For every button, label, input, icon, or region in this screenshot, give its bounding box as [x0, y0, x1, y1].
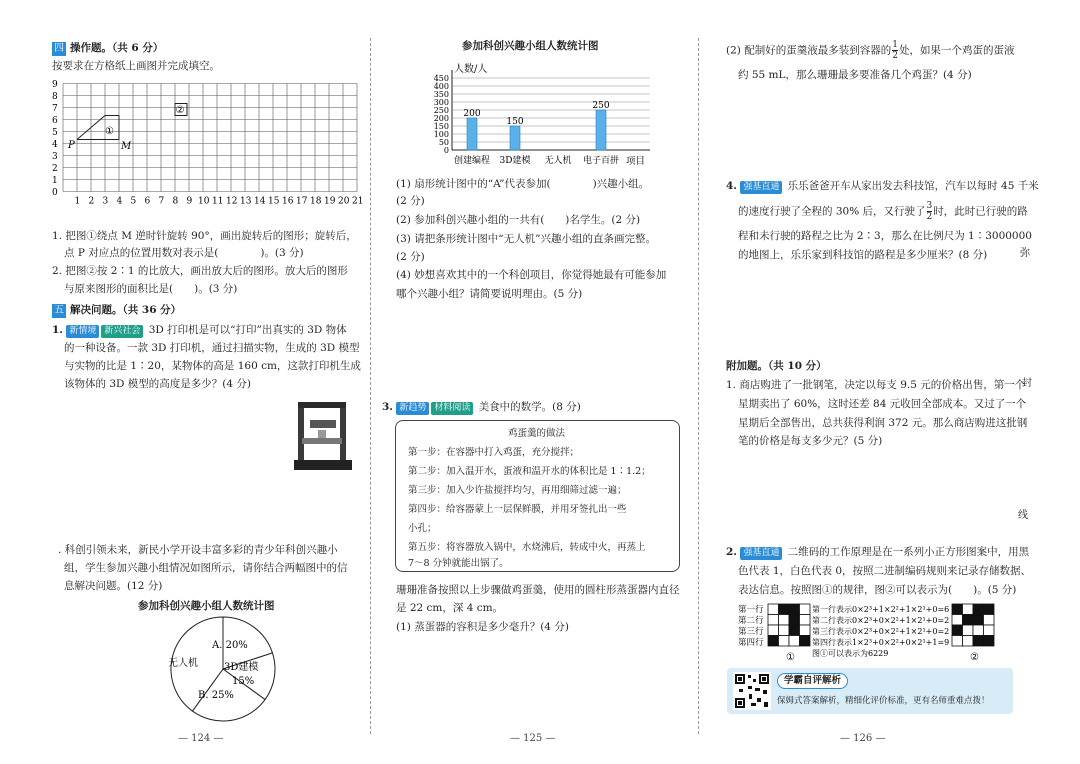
qr-grid-2 — [952, 604, 994, 646]
problem-4-line3: 程和未行驶的路程之比为 2∶3，那么在比例尺为 1∶3000000 — [738, 230, 1032, 242]
grid-x-labels — [75, 197, 364, 207]
qr-formula-3: 第三行表示0×2³+0×2²+1×2¹+0=2 — [812, 627, 950, 636]
section-4-title: 操作题。（共 6 分） — [70, 42, 164, 54]
grid-x-tick: 3 — [102, 196, 109, 207]
grid-x-tick: 6 — [144, 196, 151, 207]
qr-cell — [963, 636, 974, 647]
p3-q2-text-a: (2) 配制好的蛋羹液最多装到容器的 — [726, 44, 892, 57]
qr-caption: 图①可以表示为6229 — [812, 649, 889, 658]
page-number-126: — 126 — — [840, 733, 886, 744]
qr-row-label-4: 第四行 — [738, 638, 764, 648]
extra-q2-line3: 表达信息。按照图①的规律，图②可以表示为( )。(5 分) — [738, 584, 1017, 596]
section-5-number: 五 — [54, 305, 64, 316]
recipe-step-5: 第五步：将容器放入锅中，水烧沸后，转成中火，再蒸上 — [408, 542, 646, 553]
binding-mark-1: 弥 — [1020, 248, 1030, 259]
qr-code-figure — [738, 602, 1018, 664]
problem-3-number: 3. — [382, 401, 393, 413]
bar-categories — [454, 154, 619, 166]
bar-value-label: 150 — [506, 117, 524, 127]
qr-cell — [768, 615, 779, 626]
qr-cell — [984, 615, 995, 626]
qr-code-icon[interactable] — [733, 672, 771, 710]
recipe-step-2: 第二步：加入温开水，蛋液和温开水的体积比是 1∶1.2； — [408, 466, 651, 477]
extra-q2-number: 2. — [726, 546, 737, 558]
bar-y-tick: 350 — [433, 90, 449, 99]
page-number-124: — 124 — — [178, 733, 224, 744]
qr-cell — [789, 604, 800, 615]
problem-4-text-b2: 时，此时已行驶的路 — [933, 205, 1028, 218]
problem-4-line1 — [726, 176, 1039, 196]
bar-y-tick: 200 — [433, 114, 449, 123]
fraction-numerator: 1 — [892, 40, 898, 50]
qr-formula-1: 第一行表示0×2³+1×2²+1×2¹+0=6 — [812, 605, 950, 614]
grid-x-tick: 4 — [116, 196, 123, 207]
banner-text: 保姆式答案解析，精细化评价标准，更有名师重难点拨！ — [777, 696, 990, 706]
qr-cell — [800, 604, 811, 615]
grid-x-tick: 12 — [226, 196, 238, 207]
bar-value-label: 200 — [463, 109, 481, 119]
stat-q4-line2: 哪个兴趣小组？请简要说明理由。(5 分) — [396, 288, 583, 300]
extra-q2-text-a: 二维码的工作原理是在一系列小正方形图案中，用黑 — [787, 546, 1030, 558]
tag-new-situation: 新情境 — [66, 325, 99, 338]
extra-q1-line4: 笔的价格是每支多少元？(5 分) — [738, 435, 883, 447]
pie-label-a: A. 20% — [212, 640, 248, 651]
section-5-title: 解决问题。（共 36 分） — [70, 304, 182, 316]
qr-cell — [768, 625, 779, 636]
problem-3-text-1: 珊珊准备按照以上步骤做鸡蛋羹，使用的圆柱形蒸蛋器内直径 — [396, 584, 680, 596]
qr-cell — [789, 636, 800, 647]
section-4-number: 四 — [54, 43, 64, 54]
pie-label-b: B. 25% — [198, 690, 234, 701]
qr-formula-4: 第四行表示1×2³+0×2²+0×2¹+1=9 — [812, 638, 950, 647]
grid-y-tick: 8 — [52, 92, 58, 102]
qr-cell — [952, 615, 963, 626]
grid-x-tick: 2 — [88, 196, 95, 207]
tag-material-reading: 材料阅读 — [431, 402, 473, 415]
qr-cell — [984, 604, 995, 615]
bar-value-label: 250 — [592, 101, 610, 111]
grid-y-tick: 4 — [52, 140, 58, 150]
label-figure-2: ② — [175, 105, 185, 116]
grid-y-tick: 3 — [52, 152, 58, 162]
binding-mark-3: 线 — [1018, 510, 1028, 521]
qr-cell — [973, 604, 984, 615]
banner-title: 学霸自评解析 — [777, 673, 848, 689]
grid-x-tick: 10 — [198, 196, 210, 207]
bar — [596, 110, 606, 150]
problem-3-text-2: 是 22 cm，深 4 cm。 — [396, 602, 504, 614]
problem-1-line2: 的一种设备。一款 3D 打印机，通过扫描实物，生成的 3D 模型 — [64, 342, 360, 354]
qr-cell — [789, 625, 800, 636]
problem-2-line1: . 科创引领未来，新民小学开设丰富多彩的青少年科创兴趣小 — [58, 544, 338, 556]
bar-chart-title: 参加科创兴趣小组人数统计图 — [462, 40, 599, 52]
bar-series — [463, 101, 609, 150]
extra-q1-line1: 1. 商店购进了一批钢笔，决定以每支 9.5 元的价格出售，第一个 — [726, 379, 1026, 391]
3d-printer-illustration — [290, 398, 362, 472]
problem-1-line1: 1. 新情境 新兴社会 3D 打印机是可以“打印”出真实的 3D 物体 — [52, 324, 347, 336]
grid-x-tick: 18 — [310, 196, 322, 207]
grid-x-tick: 11 — [212, 196, 224, 207]
problem-4-line2 — [738, 201, 1028, 222]
grid-x-tick: 17 — [296, 196, 308, 207]
recipe-box — [395, 420, 680, 572]
problem-3-heading — [382, 397, 581, 417]
page-divider-left — [370, 38, 371, 734]
problem-1-text-a: 3D 打印机是可以“打印”出真实的 3D 物体 — [148, 324, 347, 336]
qr-cell — [952, 625, 963, 636]
bar-y-tick: 400 — [433, 82, 449, 91]
grid-y-tick: 6 — [52, 116, 58, 126]
pie-label-drone: 无人机 — [168, 658, 198, 669]
problem-4-line4: 的地图上，乐乐家到科技馆的路程是多少厘米？(8 分) — [738, 249, 988, 261]
grid-y-tick: 7 — [52, 104, 58, 114]
section-4-instruction: 按要求在方格纸上画图并完成填空。 — [52, 60, 220, 72]
grid-x-tick: 9 — [186, 196, 193, 207]
tag-new-trend: 新趋势 — [396, 402, 429, 415]
qr-cell — [789, 615, 800, 626]
stat-q3-score: (2 分) — [396, 251, 425, 263]
op-q1-line2: 点 P 对应点的位置用数对表示是( )。(3 分) — [64, 247, 304, 259]
op-q2-line2: 与原来图形的面积比是( )。(3 分) — [64, 283, 238, 295]
recipe-title: 鸡蛋羹的做法 — [508, 428, 566, 439]
stat-q2: (2) 参加科创兴趣小组的一共有( )名学生。(2 分) — [396, 214, 641, 226]
qr-cell — [973, 636, 984, 647]
qr-grid-1 — [768, 604, 810, 646]
tag-strong-base-2: 强基直通 — [740, 547, 782, 560]
pie-label-3d-pct: 15% — [232, 676, 255, 687]
fraction-denominator: 2 — [892, 51, 898, 61]
bar-y-tick: 300 — [433, 98, 449, 107]
problem-4-text-b1: 的速度行驶了全程的 30% 后，又行驶了 — [738, 205, 926, 218]
qr-cell — [800, 636, 811, 647]
pie-chart-title: 参加科创兴趣小组人数统计图 — [138, 600, 275, 612]
grid-lines — [63, 84, 357, 192]
problem-4-text-a: 乐乐爸爸开车从家出发去科技馆，汽车以每时 45 千米 — [787, 180, 1039, 192]
problem-4-number: 4. — [726, 180, 737, 192]
bar-x-axis-label: 项目 — [626, 156, 646, 167]
p3-q2-line2: 约 55 mL，那么珊珊最多要准备几个鸡蛋？(4 分) — [738, 69, 972, 81]
bar-y-tick: 50 — [438, 138, 449, 147]
bar-category-label: 3D建模 — [499, 156, 531, 166]
qr-row-label-3: 第三行 — [738, 627, 764, 637]
grid-y-labels — [52, 80, 58, 198]
pie-label-3d: 3D建模 — [224, 662, 259, 673]
fraction-denominator: 2 — [926, 212, 933, 222]
op-q2-line1: 2. 把图②按 2∶1 的比放大，画出放大后的图形。放大后的图形 — [52, 265, 348, 277]
stat-q1: (1) 扇形统计图中的“A”代表参加( )兴趣小组。 — [396, 178, 650, 190]
grid-y-tick: 5 — [52, 128, 58, 138]
bar-y-axis-label: 人数/人 — [454, 64, 488, 75]
recipe-step-4b: 小孔； — [408, 523, 437, 534]
grid-y-tick: 1 — [52, 176, 58, 186]
extra-q2-line1 — [726, 542, 1029, 562]
problem-3-q1: (1) 蒸蛋器的容积是多少毫升？(4 分) — [396, 621, 569, 633]
label-P: P — [68, 140, 75, 151]
problem-3-title: 美食中的数学。(8 分) — [478, 401, 581, 413]
grid-x-tick: 21 — [352, 196, 364, 207]
bar-category-label: 创建编程 — [453, 156, 491, 166]
bar — [467, 118, 477, 150]
bar-y-ticks — [434, 74, 449, 155]
recipe-step-5b: 7～8 分钟就能出锅了。 — [408, 558, 509, 569]
problem-1-line4: 该物体的 3D 模型的高度是多少？(4 分) — [64, 378, 251, 390]
bar — [510, 126, 520, 150]
bar-y-tick: 0 — [443, 146, 449, 155]
qr-cell — [963, 625, 974, 636]
problem-2-line2: 组，学生参加兴趣小组情况如图所示，请你结合两幅图中的信 — [64, 562, 348, 574]
p3-q2-line1 — [726, 40, 1014, 61]
problem-1-line3: 与实物的比是 1∶20，某物体的高是 160 cm，这款打印机生成 — [64, 360, 361, 372]
qr-cell — [779, 636, 790, 647]
grid-x-tick: 13 — [240, 196, 252, 207]
grid-x-tick: 19 — [324, 196, 336, 207]
fraction-three-halves — [927, 201, 933, 222]
grid-y-tick: 0 — [52, 188, 58, 198]
grid-x-tick: 16 — [282, 196, 294, 207]
stat-q3: (3) 请把条形统计图中“无人机”兴趣小组的直条画完整。 — [396, 233, 656, 245]
qr-cell — [984, 636, 995, 647]
fraction-one-half — [892, 40, 898, 61]
extra-q1-line2: 星期卖出了 60%，这时还差 84 元收回全部成本。又过了一个 — [738, 398, 1027, 410]
extra-section-title: 附加题。（共 10 分） — [726, 360, 827, 372]
qr-cell — [952, 636, 963, 647]
op-q1-line1: 1. 把图①绕点 M 逆时针旋转 90°，画出旋转后的图形；旋转后， — [52, 230, 357, 242]
recipe-step-1: 第一步：在容器中打入鸡蛋，充分搅拌； — [408, 447, 580, 458]
section-5-heading — [52, 300, 181, 320]
qr-cell — [779, 604, 790, 615]
qr-label-1: ① — [786, 652, 795, 663]
label-M: M — [121, 141, 132, 152]
qr-cell — [800, 615, 811, 626]
stat-q4-line1: (4) 妙想喜欢其中的一个科创项目，你觉得她最有可能参加 — [396, 269, 667, 281]
bar-category-label: 电子百拼 — [582, 156, 620, 166]
qr-cell — [963, 615, 974, 626]
qr-cell — [768, 604, 779, 615]
pie-slices — [171, 617, 275, 721]
qr-cell — [779, 625, 790, 636]
pie-chart — [168, 614, 278, 724]
extra-q2-line2: 色代表 1，白色代表 0，按照二进制编码规则来记录存储数据、 — [738, 565, 1032, 577]
bar-y-tick: 250 — [433, 106, 449, 115]
problem-2-line3: 息解决问题。(12 分) — [64, 580, 163, 592]
label-figure-1: ① — [105, 126, 114, 137]
qr-label-2: ② — [970, 652, 979, 663]
page-divider-right — [698, 38, 699, 734]
grid-x-tick: 5 — [130, 196, 137, 207]
extra-q1-line3: 星期后全部售出，总共获得利润 372 元。那么商店购进这批钢 — [738, 417, 1028, 429]
bar-y-tick: 100 — [433, 130, 449, 139]
qr-row-label-2: 第二行 — [738, 616, 764, 626]
recipe-step-4: 第四步：给容器蒙上一层保鲜膜，并用牙签扎出一些 — [408, 504, 627, 515]
qr-formula-2: 第二行表示0×2³+0×2²+1×2¹+0=2 — [812, 616, 950, 625]
grid-paper — [48, 78, 364, 220]
qr-row-label-1: 第一行 — [738, 605, 764, 615]
qr-cell — [973, 615, 984, 626]
qr-cell — [779, 615, 790, 626]
bar-y-tick: 150 — [433, 122, 449, 131]
binding-mark-2: 封 — [1022, 378, 1032, 389]
p3-q2-text-b: 处，如果一个鸡蛋的蛋液 — [898, 44, 1015, 57]
bar-category-label: 无人机 — [544, 156, 572, 166]
qr-cell — [768, 636, 779, 647]
fraction-numerator: 3 — [926, 201, 933, 211]
qr-cell — [984, 625, 995, 636]
page-number-125: — 125 — — [510, 733, 556, 744]
tag-strong-base: 强基直通 — [740, 181, 782, 194]
grid-x-tick: 8 — [172, 196, 179, 207]
grid-x-tick: 15 — [268, 196, 280, 207]
grid-x-tick: 20 — [338, 196, 350, 207]
grid-x-tick: 1 — [74, 196, 81, 207]
grid-x-tick: 14 — [254, 196, 266, 207]
bar-grid-lines — [452, 70, 650, 150]
bar-y-tick: 450 — [433, 74, 449, 83]
self-eval-banner — [727, 668, 1013, 714]
tag-new-society: 新兴社会 — [101, 325, 143, 338]
grid-y-tick: 9 — [52, 80, 58, 90]
qr-cell — [973, 625, 984, 636]
bar-chart — [418, 60, 658, 168]
grid-y-tick: 2 — [52, 164, 58, 174]
section-4-heading — [52, 38, 163, 58]
qr-cell — [952, 604, 963, 615]
stat-q1-score: (2 分) — [396, 195, 425, 207]
grid-x-tick: 7 — [158, 196, 165, 207]
qr-cell — [963, 604, 974, 615]
qr-cell — [800, 625, 811, 636]
recipe-step-3: 第三步：加入少许盐搅拌均匀，再用细筛过滤一遍； — [408, 485, 627, 496]
